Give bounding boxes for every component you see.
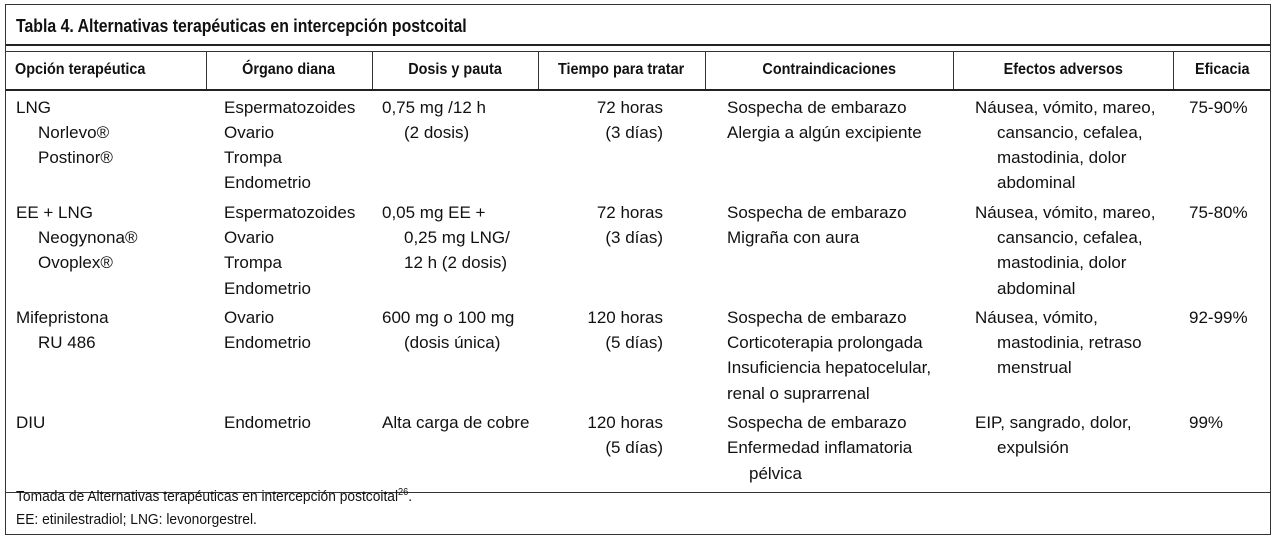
cell-organ: Espermatozoides Ovario Trompa Endometrio [224,97,356,193]
header-contraindications: Contraindicaciones [705,52,953,90]
cell-dose: 0,75 mg /12 h (2 dosis) [382,97,486,142]
cell-efficacy: 75-80% [1189,202,1248,222]
cell-contraindications: Sospecha de embarazo Alergia a algún excipiente [727,97,922,142]
cell-efficacy: 99% [1173,406,1270,492]
cell-adverse: Náusea, vómito, mastodinia, retraso menstrual [975,307,1142,378]
table-row [6,406,1270,492]
table-title: Tabla 4. Alternativas terapéuticas en intercepción postcoital [6,5,1270,46]
cell-option: LNG Norlevo® Postinor® [16,97,113,168]
header-efficacy: Eficacia [1173,52,1270,90]
cell-adverse: EIP, sangrado, dolor, expulsión [953,406,1173,492]
header-adverse-effects: Efectos adversos [953,52,1173,90]
table-header-row [6,52,1270,90]
cell-contraindications: Sospecha de embarazo Enfermedad inflamatoria pélvica [705,406,953,492]
cell-time: 72 horas (3 días) [596,202,663,247]
cell-contraindications: Sospecha de embarazo Migraña con aura [727,202,907,247]
cell-option: DIU [6,406,206,492]
header-option: Opción terapéutica [6,52,206,90]
cell-organ: Endometrio [206,406,372,492]
table-footnotes [16,481,447,531]
footnote-abbreviations: EE: etinilestradiol; LNG: levonorgestrel. [16,511,257,528]
cell-contraindications: Sospecha de embarazo Corticoterapia prolongada Insuficiencia hepatocelular, renal o suprarrenal [727,307,932,403]
header-organ: Órgano diana [206,52,372,90]
table-row [6,301,1270,406]
cell-time: 120 horas (5 días) [587,307,663,353]
cell-dose: 600 mg o 100 mg (dosis única) [382,307,515,353]
cell-time: 120 horas (5 días) [538,406,705,492]
cell-efficacy: 75-90% [1189,97,1248,117]
table-row [6,90,1270,196]
cell-option: EE + LNG Neogynona® Ovoplex® [16,202,138,273]
cell-organ: Espermatozoides Ovario Trompa Endometrio [224,202,356,298]
header-time: Tiempo para tratar [538,52,705,90]
header-dose: Dosis y pauta [372,52,538,90]
cell-adverse: Náusea, vómito, mareo, cansancio, cefalea, mastodinia, dolor abdominal [975,202,1156,298]
table-frame [5,4,1271,535]
cell-dose: 0,05 mg EE + 0,25 mg LNG/ 12 h (2 dosis) [382,202,510,273]
cell-dose: Alta carga de cobre [372,406,538,492]
cell-organ: Ovario Endometrio [224,307,311,353]
footnote-source: Tomada de Alternativas terapéuticas en intercepción postcoital$^{26}$. [16,487,413,505]
table-row [6,196,1270,301]
cell-efficacy: 92-99% [1189,307,1248,327]
cell-adverse: Náusea, vómito, mareo, cansancio, cefalea, mastodinia, dolor abdominal [975,97,1156,193]
cell-option: Mifepristona RU 486 [16,307,109,353]
therapy-table [6,51,1270,493]
cell-time: 72 horas (3 días) [596,97,663,142]
